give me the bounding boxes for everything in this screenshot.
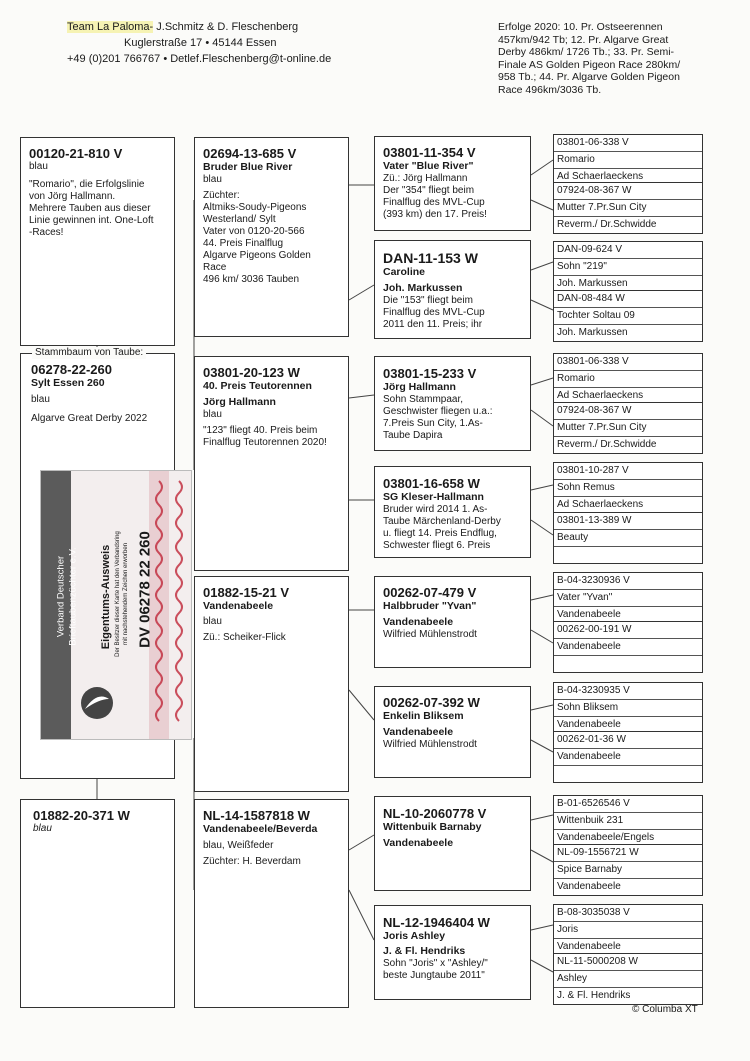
gp1-line: 44. Preis Finalflug [203, 238, 284, 249]
gp1-line: blau [203, 174, 222, 185]
ggp1-line: Finalflug des MVL-Cup [383, 197, 485, 208]
ggp-2 [374, 240, 531, 339]
ggp2-line: 2011 den 11. Preis; ihr [383, 319, 483, 330]
address: Kuglerstraße 17 • 45144 Essen [124, 37, 277, 49]
ggp-4 [374, 466, 531, 558]
ggp4-line: u. fliegt 14. Preis Endflug, [383, 528, 497, 539]
sire-note-1: "Romario", die Erfolgslinie [29, 179, 145, 190]
sire-ring: 00120-21-810 V [29, 146, 123, 161]
ggp1-line: Der "354" fliegt beim [383, 185, 475, 196]
gp2-name: 40. Preis Teutorennen [203, 380, 312, 392]
ggp3-line: Geschwister fliegen u.a.: [383, 406, 493, 417]
gp1-line: 496 km/ 3036 Tauben [203, 274, 300, 285]
ggp8-ring: NL-12-1946404 W [383, 915, 490, 930]
gp4-line: blau, Weißfeder [203, 840, 274, 851]
subject-ring: 06278-22-260 [31, 362, 112, 377]
gp4-name: Vandenabeele/Beverda [203, 823, 318, 835]
ggp5-name: Halbbruder "Yvan" [383, 600, 477, 612]
sire-note-2: von Jörg Hallmann. [29, 191, 116, 202]
subject-name: Sylt Essen 260 [31, 377, 105, 389]
ggp5-ring: 00262-07-479 V [383, 585, 477, 600]
ggp8-name: Joris Ashley [383, 930, 446, 942]
ggp-3 [374, 356, 531, 451]
ggp2-breeder: Joh. Markussen [383, 282, 463, 294]
ggp3-line: Sohn Stammpaar, [383, 394, 464, 405]
ggp4-line: Taube Märchenland-Derby [383, 516, 501, 527]
ggp1-line: Zü.: Jörg Hallmann [383, 173, 468, 184]
ggp6-line: Wilfried Mühlenstrodt [383, 739, 477, 750]
sire-box [20, 137, 175, 346]
ggp2-name: Caroline [383, 266, 426, 278]
gp1-name: Bruder Blue River [203, 161, 293, 173]
card-text-2: mit nachstehendem Zeichen erworben [123, 542, 129, 646]
gen4-2: 07924-08-367 W Mutter 7.Pr.Sun City Reverm./ Dr.Schwidde [553, 182, 703, 234]
gp2-breeder: Jörg Hallmann [203, 396, 276, 408]
gen4-4: DAN-08-484 W Tochter Soltau 09 Joh. Markussen [553, 290, 703, 342]
team-name: Team La Paloma- [67, 21, 154, 33]
gp4-ring: NL-14-1587818 W [203, 808, 310, 823]
grandparent-1 [194, 137, 349, 337]
ggp2-ring: DAN-11-153 W [383, 250, 478, 266]
ggp7-name: Wittenbuik Barnaby [383, 821, 482, 833]
card-assoc-2: Brieftaubenzüchter e.V. [67, 547, 79, 646]
gp3-ring: 01882-15-21 V [203, 585, 290, 600]
ggp6-name: Enkelin Bliksem [383, 710, 464, 722]
gp1-ring: 02694-13-685 V [203, 146, 297, 161]
card-assoc-1: Verband Deutscher [55, 555, 67, 638]
gen4-7: 03801-10-287 V Sohn Remus Ad Schaerlaeckens [553, 462, 703, 514]
ggp5-breeder: Vandenabeele [383, 616, 454, 628]
copyright: © Columba XT [632, 1004, 698, 1015]
ggp3-name: Jörg Hallmann [383, 381, 456, 393]
gp1-line: Vater von 0120-20-566 [203, 226, 305, 237]
card-text-1: Der Besitzer dieser Karte hat den Verbandsring [115, 531, 121, 657]
subject-note: Algarve Great Derby 2022 [31, 413, 148, 424]
grandparent-4 [194, 799, 349, 1008]
ggp1-ring: 03801-11-354 V [383, 145, 476, 160]
subject-color: blau [31, 394, 50, 405]
ggp3-line: 7.Preis Sun City, 1.As- [383, 418, 483, 429]
ggp-5 [374, 576, 531, 668]
sire-color: blau [29, 161, 48, 172]
gen4-10: 00262-00-191 W Vandenabeele [553, 621, 703, 673]
gen4-5: 03801-06-338 V Romario Ad Schaerlaeckens [553, 353, 703, 405]
ggp4-ring: 03801-16-658 W [383, 476, 480, 491]
dam-ring: 01882-20-371 W [33, 808, 130, 823]
ggp8-breeder: J. & Fl. Hendriks [383, 945, 466, 957]
gen4-16: NL-11-5000208 W Ashley J. & Fl. Hendriks [553, 953, 703, 1005]
gp2-ring: 03801-20-123 W [203, 365, 300, 380]
gen4-13: B-01-6526546 V Wittenbuik 231 Vandenabeele/Engels [553, 795, 703, 847]
gen4-14: NL-09-1556721 W Spice Barnaby Vandenabeele [553, 844, 703, 896]
ggp4-line: Schwester fliegt 6. Preis [383, 540, 491, 551]
gp2-line: Finalflug Teutorennen 2020! [203, 437, 327, 448]
owners: J.Schmitz & D. Fleschenberg [156, 21, 299, 33]
gp1-line: Race [203, 262, 227, 273]
ownership-card [40, 470, 192, 740]
ggp-8 [374, 905, 531, 1000]
achievements: Erfolge 2020: 10. Pr. Ostseerennen 457km/942 Tb; 12. Pr. Algarve Great Derby 486km/ 1726 Tb.; 33. Pr. Semi- Finale AS Golden Pigeon Race 280km/ 958 Tb.; 44. Pr. Algarve Golden Pigeon Race 496km/3036 Tb. [498, 21, 681, 96]
gen4-1: 03801-06-338 V Romario Ad Schaerlaeckens [553, 134, 703, 186]
gen4-9: B-04-3230936 V Vater "Yvan" Vandenabeele [553, 572, 703, 624]
ggp7-breeder: Vandenabeele [383, 837, 454, 849]
gp3-line: blau [203, 616, 222, 627]
card-ring-number: DV 06278 22 260 [136, 531, 154, 648]
ggp1-name: Vater "Blue River" [383, 160, 474, 172]
ggp8-line: beste Jungtaube 2011" [383, 970, 485, 981]
ggp7-ring: NL-10-2060778 V [383, 806, 487, 821]
ggp4-name: SG Kleser-Hallmann [383, 491, 484, 503]
gp3-name: Vandenabeele [203, 600, 274, 612]
gp4-line: Züchter: H. Beverdam [203, 856, 301, 867]
ggp2-line: Die "153" fliegt beim [383, 295, 473, 306]
gen4-8: 03801-13-389 W Beauty [553, 512, 703, 564]
sire-note-4: Linie gewinnen int. One-Loft [29, 215, 154, 226]
card-title: Eigentums-Ausweis [100, 544, 112, 650]
ggp6-breeder: Vandenabeele [383, 726, 454, 738]
ggp2-line: Finalflug des MVL-Cup [383, 307, 485, 318]
ggp-1 [374, 136, 531, 231]
gp1-line: Westerland/ Sylt [203, 214, 276, 225]
gp1-line: Züchter: [203, 190, 240, 201]
ggp3-line: Taube Dapira [383, 430, 443, 441]
gen4-6: 07924-08-367 W Mutter 7.Pr.Sun City Reverm./ Dr.Schwidde [553, 402, 703, 454]
ggp5-line: Wilfried Mühlenstrodt [383, 629, 477, 640]
ggp-7 [374, 796, 531, 891]
sire-note-5: -Races! [29, 227, 64, 238]
gp2-line: blau [203, 409, 222, 420]
gen4-11: B-04-3230935 V Sohn Bliksem Vandenabeele [553, 682, 703, 734]
dam-box [20, 799, 175, 1008]
sire-note-3: Mehrere Tauben aus dieser [29, 203, 151, 214]
ggp3-ring: 03801-15-233 V [383, 366, 477, 381]
ggp1-line: (393 km) den 17. Preis! [383, 209, 487, 220]
contact: +49 (0)201 766767 • Detlef.Fleschenberg@t-online.de [67, 53, 332, 65]
ggp8-line: Sohn "Joris" x "Ashley/" [383, 958, 488, 969]
ggp4-line: Bruder wird 2014 1. As- [383, 504, 488, 515]
ggp6-ring: 00262-07-392 W [383, 695, 480, 710]
ggp-6 [374, 686, 531, 778]
gen4-12: 00262-01-36 W Vandenabeele [553, 731, 703, 783]
gp3-line: Zü.: Scheiker-Flick [203, 632, 286, 643]
gp1-line: Altmiks-Soudy-Pigeons [203, 202, 307, 213]
gen4-15: B-08-3035038 V Joris Vandenabeele [553, 904, 703, 956]
subject-legend: Stammbaum von Taube: [32, 347, 146, 359]
gp2-line: "123" fliegt 40. Preis beim [203, 425, 318, 436]
grandparent-2 [194, 356, 349, 571]
grandparent-3 [194, 576, 349, 792]
gen4-3: DAN-09-624 V Sohn "219" Joh. Markussen [553, 241, 703, 293]
gp1-line: Algarve Pigeons Golden [203, 250, 311, 261]
dam-color: blau [33, 823, 52, 834]
